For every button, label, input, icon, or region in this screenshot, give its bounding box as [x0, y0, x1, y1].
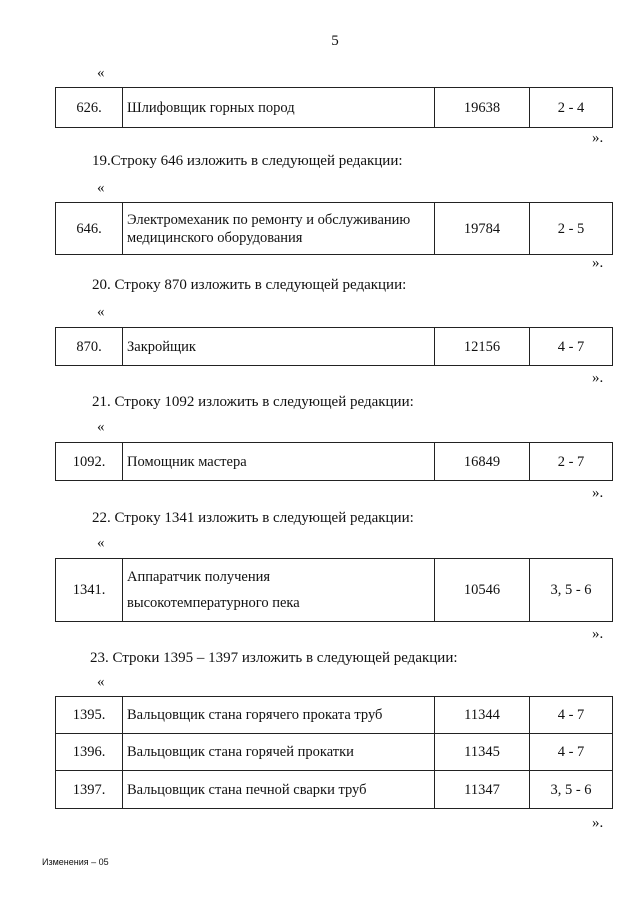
profession-title: Вальцовщик стана горячей прокатки	[123, 734, 435, 771]
profession-code: 11347	[435, 771, 530, 809]
title-line: Электромеханик по ремонту и обслуживанию	[127, 211, 411, 228]
profession-title	[123, 559, 435, 622]
title-line: Аппаратчик получения	[127, 569, 271, 585]
profession-code: 11344	[435, 697, 530, 734]
grade-range: 2 - 5	[530, 203, 613, 255]
section-heading: 20. Строку 870 изложить в следующей редакции:	[92, 277, 407, 293]
profession-title: Вальцовщик стана горячего проката труб	[123, 697, 435, 734]
open-quote: «	[97, 65, 105, 81]
close-quote: ».	[592, 130, 604, 146]
table-row	[56, 734, 613, 771]
section-heading: 21. Строку 1092 изложить в следующей редакции:	[92, 394, 414, 410]
table-row	[56, 559, 613, 622]
profession-code: 19784	[435, 203, 530, 255]
close-quote: ».	[592, 626, 604, 642]
profession-code: 16849	[435, 443, 530, 481]
table-row	[56, 203, 613, 255]
grade-range: 4 - 7	[530, 734, 613, 771]
title-line: медицинского оборудования	[127, 229, 303, 246]
open-quote: «	[97, 304, 105, 320]
grade-range: 4 - 7	[530, 697, 613, 734]
profession-title: Вальцовщик стана печной сварки труб	[123, 771, 435, 809]
table-row	[56, 697, 613, 734]
grade-range: 3, 5 - 6	[530, 559, 613, 622]
close-quote: ».	[592, 370, 604, 386]
profession-code: 10546	[435, 559, 530, 622]
grade-range: 4 - 7	[530, 328, 613, 366]
footer-note: Изменения – 05	[42, 857, 109, 867]
row-number: 1341.	[56, 559, 123, 622]
row-number: 1092.	[56, 443, 123, 481]
close-quote: ».	[592, 255, 604, 271]
title-line: высокотемпературного пека	[127, 595, 300, 611]
table-block-646	[55, 202, 613, 255]
open-quote: «	[97, 674, 105, 690]
row-number: 1395.	[56, 697, 123, 734]
close-quote: ».	[592, 815, 604, 831]
grade-range: 2 - 4	[530, 88, 613, 128]
open-quote: «	[97, 180, 105, 196]
open-quote: «	[97, 535, 105, 551]
profession-title: Шлифовщик горных пород	[123, 88, 435, 128]
close-quote: ».	[592, 485, 604, 501]
profession-code: 19638	[435, 88, 530, 128]
table-block-626	[55, 87, 613, 128]
table-block-1092	[55, 442, 613, 481]
section-heading: 22. Строку 1341 изложить в следующей редакции:	[92, 510, 414, 526]
row-number: 626.	[56, 88, 123, 128]
table-row	[56, 88, 613, 128]
grade-range: 2 - 7	[530, 443, 613, 481]
table-row	[56, 443, 613, 481]
row-number: 646.	[56, 203, 123, 255]
table-block-1395-1397	[55, 696, 613, 809]
row-number: 1396.	[56, 734, 123, 771]
section-heading: 23. Строки 1395 – 1397 изложить в следующей редакции:	[90, 650, 458, 666]
row-number: 870.	[56, 328, 123, 366]
open-quote: «	[97, 419, 105, 435]
profession-code: 12156	[435, 328, 530, 366]
section-heading: 19.Строку 646 изложить в следующей редакции:	[92, 153, 403, 169]
table-row	[56, 771, 613, 809]
table-row	[56, 328, 613, 366]
grade-range: 3, 5 - 6	[530, 771, 613, 809]
table-block-1341	[55, 558, 613, 622]
page-number: 5	[331, 33, 339, 49]
row-number: 1397.	[56, 771, 123, 809]
profession-code: 11345	[435, 734, 530, 771]
table-block-870	[55, 327, 613, 366]
profession-title: Помощник мастера	[123, 443, 435, 481]
profession-title	[123, 203, 435, 255]
profession-title: Закройщик	[123, 328, 435, 366]
